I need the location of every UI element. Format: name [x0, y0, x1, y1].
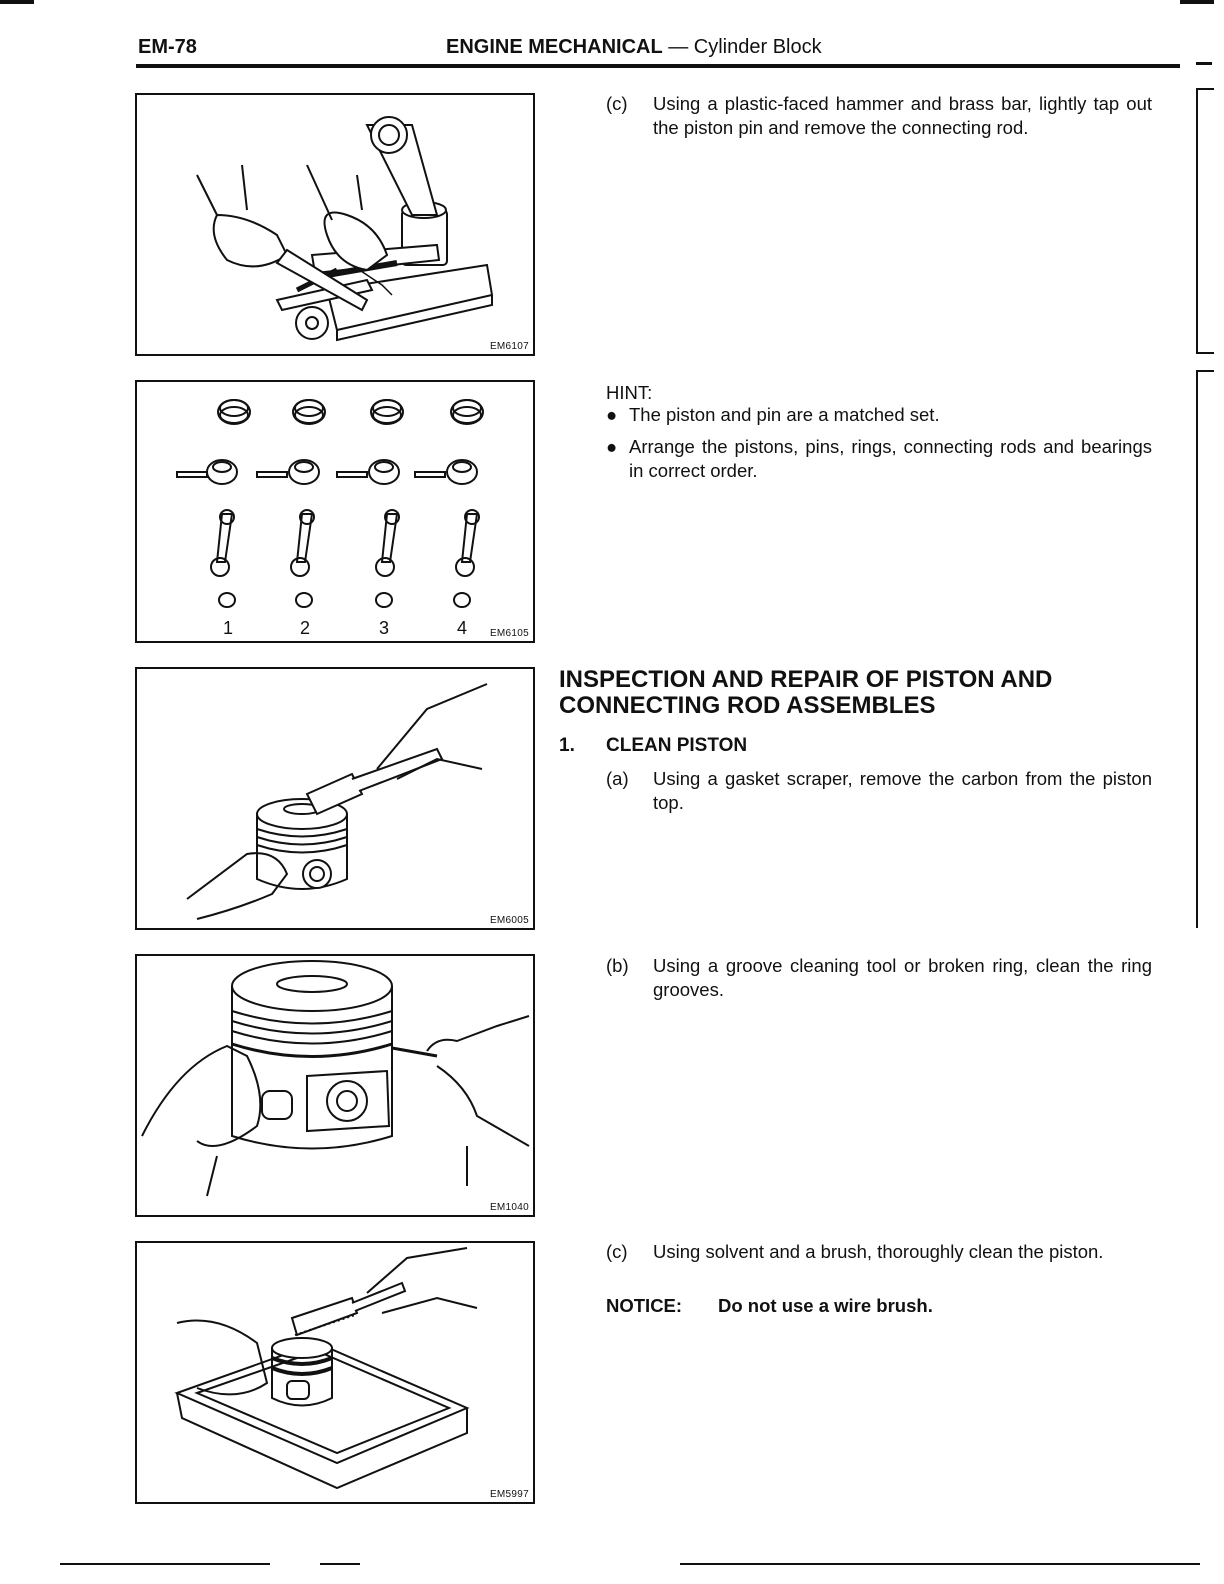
figure-groove-cleaning [135, 954, 535, 1217]
section-heading: INSPECTION AND REPAIR OF PISTON AND CONNECTING ROD ASSEMBLES [559, 666, 1053, 719]
figure-code: EM1040 [489, 1202, 529, 1213]
section-name: ENGINE MECHANICAL [446, 36, 663, 58]
step-remove-connecting-rod [606, 92, 1152, 140]
figure-parts-order [135, 380, 535, 643]
parts-set-2 [257, 400, 325, 607]
notice-text: Do not use a wire brush. [718, 1295, 933, 1316]
page-title [446, 36, 822, 59]
bullet-icon: ● [606, 404, 618, 425]
step-label: (b) [606, 955, 629, 976]
notice [606, 1295, 933, 1317]
bullet-icon: ● [606, 436, 618, 457]
subsection-heading [559, 735, 747, 757]
figure-code: EM5997 [489, 1489, 529, 1500]
position-number: 4 [457, 618, 468, 638]
subsection-title: CLEAN PISTON [606, 735, 748, 756]
corner-mark [1180, 0, 1214, 4]
parts-order-illustration [137, 382, 533, 641]
step-label: (c) [606, 93, 628, 114]
edge-mark [1196, 62, 1212, 65]
step-clean-c [606, 1240, 1152, 1264]
hint-label: HINT: [606, 382, 653, 403]
solvent-brush-illustration [137, 1243, 533, 1502]
step-text: Using a groove cleaning tool or broken ring, clean the ring grooves. [653, 955, 1152, 1000]
piston-pin-removal-illustration [137, 95, 533, 354]
step-clean-a [606, 767, 1152, 815]
title-separator: — [662, 36, 694, 58]
groove-cleaning-illustration [137, 956, 533, 1215]
step-label: (a) [606, 768, 629, 789]
corner-mark [0, 0, 34, 4]
step-text: Using a gasket scraper, remove the carbon from the piston top. [653, 768, 1152, 813]
page-number: EM-78 [138, 36, 197, 58]
figure-code: EM6105 [489, 628, 529, 639]
position-number: 3 [379, 618, 390, 638]
hint-text: The piston and pin are a matched set. [629, 404, 940, 425]
figure-code: EM6005 [489, 915, 529, 926]
edge-bracket [1196, 370, 1214, 928]
hint-item [606, 403, 1152, 427]
notice-label: NOTICE: [606, 1295, 683, 1316]
edge-bracket [1196, 88, 1214, 354]
step-text: Using a plastic-faced hammer and brass bar, lightly tap out the piston pin and remove the connecting rod. [653, 93, 1152, 138]
bottom-rule [320, 1563, 360, 1565]
position-number: 1 [223, 618, 234, 638]
hint-text: Arrange the pistons, pins, rings, connecting rods and bearings in correct order. [629, 436, 1152, 481]
figure-code: EM6107 [489, 341, 529, 352]
bottom-rule [680, 1563, 1200, 1565]
header-rule [136, 64, 1180, 68]
step-label: (c) [606, 1241, 628, 1262]
subsection-number: 1. [559, 735, 575, 756]
step-text: Using solvent and a brush, thoroughly clean the piston. [653, 1241, 1104, 1262]
gasket-scraper-illustration [137, 669, 533, 928]
step-clean-b [606, 954, 1152, 1002]
figure-piston-pin-removal [135, 93, 535, 356]
position-number: 2 [300, 618, 311, 638]
parts-set-4 [415, 400, 483, 607]
parts-set-3 [337, 400, 403, 607]
figure-gasket-scraper [135, 667, 535, 930]
figure-solvent-brush [135, 1241, 535, 1504]
parts-set-1 [177, 400, 250, 607]
bottom-rule [60, 1563, 270, 1565]
subsection-name: Cylinder Block [693, 36, 822, 58]
hint-item [606, 435, 1152, 483]
